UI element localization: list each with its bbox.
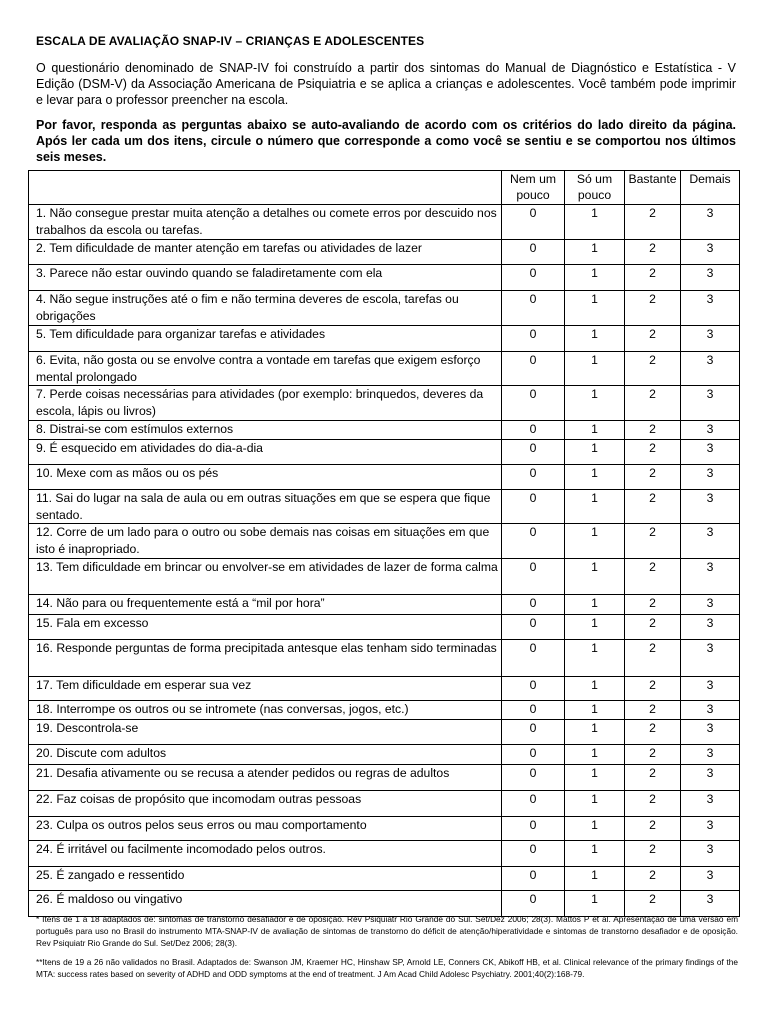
item-text: 22. Faz coisas de propósito que incomodam outras pessoas [29, 791, 502, 817]
table-row [29, 745, 740, 765]
score-option[interactable]: 2 [625, 386, 681, 421]
table-row [29, 265, 740, 291]
item-text: 5. Tem dificuldade para organizar tarefas e atividades [29, 326, 502, 352]
table-row [29, 205, 740, 240]
footnotes [36, 913, 738, 987]
table-row [29, 240, 740, 265]
score-option[interactable]: 1 [565, 352, 625, 386]
table-row [29, 677, 740, 701]
item-text: 12. Corre de um lado para o outro ou sobe demais nas coisas em situações em que isto é inapropriado. [29, 524, 502, 559]
table-row [29, 421, 740, 440]
score-option[interactable]: 0 [502, 817, 565, 841]
score-option[interactable]: 1 [565, 240, 625, 265]
score-option[interactable]: 3 [681, 490, 740, 524]
score-option[interactable]: 2 [625, 595, 681, 615]
footnote-1: * Itens de 1 a 18 adaptados de: sintomas de transtorno desafiador e de oposição. Rev Psiquiatr Rio Grande do Sul. Set/Dez 2006; 28(3). Mattos P et al. Apresentação de uma versão em português para uso no Brasil do instrumento MTA-SNAP-IV de avaliação de sintomas de transtorno do déficit de atenção/hiperatividade e sintomas de transtorno desafiador e de oposição. Rev Psiquiatr Rio Grande do Sul. Set/Dez 2006; 28(3). [36, 914, 738, 948]
score-option[interactable]: 0 [502, 745, 565, 765]
score-option[interactable]: 3 [681, 595, 740, 615]
score-option[interactable]: 1 [565, 765, 625, 791]
score-option[interactable]: 3 [681, 891, 740, 917]
score-option[interactable]: 1 [565, 791, 625, 817]
snap-iv-rating-table [28, 170, 740, 917]
score-option[interactable]: 0 [502, 291, 565, 326]
table-row [29, 352, 740, 386]
score-option[interactable]: 3 [681, 352, 740, 386]
score-option[interactable]: 1 [565, 490, 625, 524]
item-text: 9. É esquecido em atividades do dia-a-dia [29, 440, 502, 465]
table-row [29, 440, 740, 465]
score-option[interactable]: 2 [625, 745, 681, 765]
table-row [29, 291, 740, 326]
table-row [29, 765, 740, 791]
score-option[interactable]: 3 [681, 421, 740, 440]
score-option[interactable]: 2 [625, 765, 681, 791]
item-text: 4. Não segue instruções até o fim e não termina deveres de escola, tarefas ou obrigações [29, 291, 502, 326]
score-option[interactable]: 1 [565, 265, 625, 291]
item-text: 19. Descontrola-se [29, 720, 502, 745]
score-option[interactable]: 2 [625, 640, 681, 677]
score-option[interactable]: 0 [502, 240, 565, 265]
score-option[interactable]: 1 [565, 386, 625, 421]
score-option[interactable]: 1 [565, 640, 625, 677]
item-text: 1. Não consegue prestar muita atenção a detalhes ou comete erros por descuido nos trabalhos da escola ou tarefas. [29, 205, 502, 240]
score-option[interactable]: 1 [565, 817, 625, 841]
score-option[interactable]: 2 [625, 326, 681, 352]
table-header-row [29, 171, 740, 205]
item-text: 13. Tem dificuldade em brincar ou envolver-se em atividades de lazer de forma calma [29, 559, 502, 595]
score-option[interactable]: 2 [625, 465, 681, 490]
score-option[interactable]: 0 [502, 421, 565, 440]
score-option[interactable]: 0 [502, 440, 565, 465]
score-option[interactable]: 2 [625, 677, 681, 701]
score-option[interactable]: 1 [565, 465, 625, 490]
score-option[interactable]: 2 [625, 867, 681, 891]
score-option[interactable]: 0 [502, 720, 565, 745]
item-text: 14. Não para ou frequentemente está a “mil por hora” [29, 595, 502, 615]
item-text: 17. Tem dificuldade em esperar sua vez [29, 677, 502, 701]
score-option[interactable]: 3 [681, 386, 740, 421]
header-item-column [29, 171, 502, 205]
item-text: 10. Mexe com as mãos ou os pés [29, 465, 502, 490]
score-option[interactable]: 3 [681, 205, 740, 240]
score-option[interactable]: 1 [565, 701, 625, 720]
table-row [29, 465, 740, 490]
score-option[interactable]: 2 [625, 490, 681, 524]
table-row [29, 841, 740, 867]
score-option[interactable]: 2 [625, 440, 681, 465]
score-option[interactable]: 3 [681, 559, 740, 595]
item-text: 2. Tem dificuldade de manter atenção em tarefas ou atividades de lazer [29, 240, 502, 265]
score-option[interactable]: 2 [625, 891, 681, 917]
footnote-2: **Itens de 19 a 26 não validados no Brasil. Adaptados de: Swanson JM, Kraemer HC, Hinshaw SP, Arnold LE, Conners CK, Abikoff HB, et al. Clinical relevance of the primary findings of the MTA: success rates based on severity of ADHD and ODD symptoms at the end of treatment. J Am Acad Child Adolesc Psychiatry. 2001;40(2):168-79. [36, 957, 738, 979]
score-option[interactable]: 0 [502, 867, 565, 891]
table-row [29, 867, 740, 891]
score-option[interactable]: 1 [565, 745, 625, 765]
score-option[interactable]: 3 [681, 265, 740, 291]
score-option[interactable]: 1 [565, 841, 625, 867]
score-option[interactable]: 0 [502, 765, 565, 791]
table-row [29, 720, 740, 745]
score-option[interactable]: 0 [502, 677, 565, 701]
header-demais: Demais [681, 171, 740, 205]
header-so-um-pouco: Só um pouco [565, 171, 625, 205]
score-option[interactable]: 3 [681, 867, 740, 891]
item-text: 23. Culpa os outros pelos seus erros ou mau comportamento [29, 817, 502, 841]
score-option[interactable]: 2 [625, 421, 681, 440]
score-option[interactable]: 1 [565, 326, 625, 352]
score-option[interactable]: 0 [502, 465, 565, 490]
score-option[interactable]: 2 [625, 615, 681, 640]
header-nem-um-pouco: Nem um pouco [502, 171, 565, 205]
table-row [29, 524, 740, 559]
item-text: 15. Fala em excesso [29, 615, 502, 640]
score-option[interactable]: 3 [681, 841, 740, 867]
table-row [29, 640, 740, 677]
score-option[interactable]: 0 [502, 326, 565, 352]
item-text: 21. Desafia ativamente ou se recusa a atender pedidos ou regras de adultos [29, 765, 502, 791]
score-option[interactable]: 2 [625, 524, 681, 559]
table-row [29, 326, 740, 352]
intro-paragraph: O questionário denominado de SNAP-IV foi construído a partir dos sintomas do Manual de Diagnóstico e Estatística - V Edição (DSM-V) da Associação Americana de Psiquiatria e se aplica a crianças e adolescentes. Você também pode imprimir e levar para o professor preencher na escola. [36, 61, 736, 107]
score-option[interactable]: 0 [502, 791, 565, 817]
score-option[interactable]: 1 [565, 205, 625, 240]
table-row [29, 791, 740, 817]
score-option[interactable]: 1 [565, 524, 625, 559]
score-option[interactable]: 2 [625, 817, 681, 841]
instructions-paragraph: Por favor, responda as perguntas abaixo se auto-avaliando de acordo com os critérios do lado direito da página. Após ler cada um dos itens, circule o número que corresponde a como você se sentiu e se comportou nos últimos seis meses. [36, 118, 736, 164]
score-option[interactable]: 1 [565, 720, 625, 745]
score-option[interactable]: 2 [625, 701, 681, 720]
score-option[interactable]: 0 [502, 615, 565, 640]
item-text: 6. Evita, não gosta ou se envolve contra a vontade em tarefas que exigem esforço mental prolongado [29, 352, 502, 386]
score-option[interactable]: 1 [565, 559, 625, 595]
table-body [29, 205, 740, 917]
score-option[interactable]: 1 [565, 891, 625, 917]
score-option[interactable]: 3 [681, 677, 740, 701]
score-option[interactable]: 2 [625, 791, 681, 817]
score-option[interactable]: 3 [681, 701, 740, 720]
score-option[interactable]: 2 [625, 265, 681, 291]
score-option[interactable]: 3 [681, 291, 740, 326]
score-option[interactable]: 3 [681, 745, 740, 765]
item-text: 18. Interrompe os outros ou se intromete (nas conversas, jogos, etc.) [29, 701, 502, 720]
item-text: 24. É irritável ou facilmente incomodado pelos outros. [29, 841, 502, 867]
score-option[interactable]: 0 [502, 595, 565, 615]
table-row [29, 615, 740, 640]
score-option[interactable]: 0 [502, 205, 565, 240]
score-option[interactable]: 1 [565, 440, 625, 465]
score-option[interactable]: 1 [565, 595, 625, 615]
document-title: ESCALA DE AVALIAÇÃO SNAP-IV – CRIANÇAS E ADOLESCENTES [36, 34, 425, 48]
header-bastante: Bastante [625, 171, 681, 205]
item-text: 7. Perde coisas necessárias para atividades (por exemplo: brinquedos, deveres da escola, lápis ou livros) [29, 386, 502, 421]
score-option[interactable]: 1 [565, 615, 625, 640]
score-option[interactable]: 1 [565, 421, 625, 440]
score-option[interactable]: 2 [625, 291, 681, 326]
score-option[interactable]: 0 [502, 559, 565, 595]
score-option[interactable]: 1 [565, 867, 625, 891]
score-option[interactable]: 3 [681, 615, 740, 640]
score-option[interactable]: 3 [681, 440, 740, 465]
score-option[interactable]: 3 [681, 765, 740, 791]
score-option[interactable]: 3 [681, 791, 740, 817]
score-option[interactable]: 2 [625, 841, 681, 867]
table-row [29, 817, 740, 841]
score-option[interactable]: 2 [625, 720, 681, 745]
item-text: 16. Responde perguntas de forma precipitada antesque elas tenham sido terminadas [29, 640, 502, 677]
table-row [29, 595, 740, 615]
score-option[interactable]: 2 [625, 205, 681, 240]
score-option[interactable]: 0 [502, 701, 565, 720]
item-text: 26. É maldoso ou vingativo [29, 891, 502, 917]
document-page [36, 34, 736, 917]
item-text: 8. Distrai-se com estímulos externos [29, 421, 502, 440]
table-row [29, 490, 740, 524]
table-row [29, 386, 740, 421]
score-option[interactable]: 1 [565, 677, 625, 701]
score-option[interactable]: 2 [625, 352, 681, 386]
item-text: 11. Sai do lugar na sala de aula ou em outras situações em que se espera que fique sentado. [29, 490, 502, 524]
item-text: 20. Discute com adultos [29, 745, 502, 765]
score-option[interactable]: 3 [681, 465, 740, 490]
score-option[interactable]: 0 [502, 386, 565, 421]
score-option[interactable]: 0 [502, 524, 565, 559]
score-option[interactable]: 0 [502, 490, 565, 524]
table-row [29, 701, 740, 720]
score-option[interactable]: 2 [625, 559, 681, 595]
item-text: 3. Parece não estar ouvindo quando se faladiretamente com ela [29, 265, 502, 291]
score-option[interactable]: 0 [502, 265, 565, 291]
score-option[interactable]: 0 [502, 891, 565, 917]
score-option[interactable]: 0 [502, 841, 565, 867]
score-option[interactable]: 1 [565, 291, 625, 326]
score-option[interactable]: 2 [625, 240, 681, 265]
score-option[interactable]: 3 [681, 720, 740, 745]
item-text: 25. É zangado e ressentido [29, 867, 502, 891]
score-option[interactable]: 3 [681, 640, 740, 677]
score-option[interactable]: 3 [681, 817, 740, 841]
score-option[interactable]: 3 [681, 326, 740, 352]
score-option[interactable]: 0 [502, 640, 565, 677]
score-option[interactable]: 0 [502, 352, 565, 386]
table-row [29, 559, 740, 595]
score-option[interactable]: 3 [681, 240, 740, 265]
score-option[interactable]: 3 [681, 524, 740, 559]
